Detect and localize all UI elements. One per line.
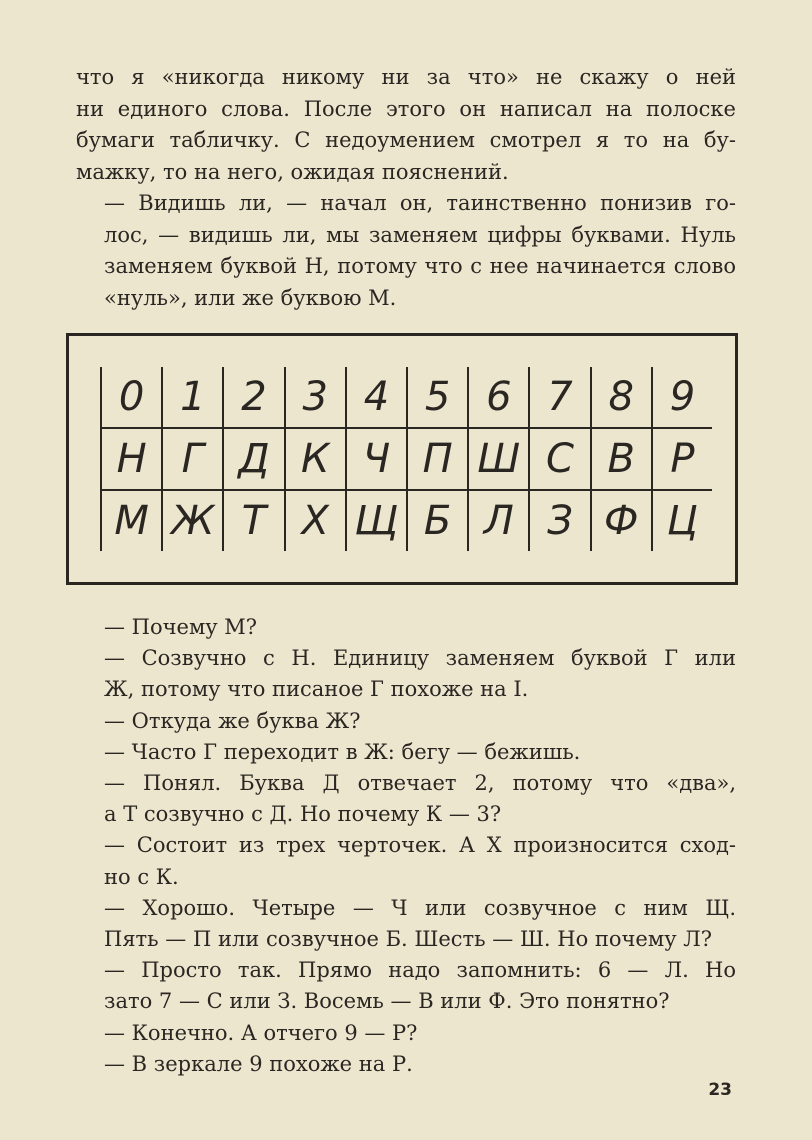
text-line: — Состоит из трех черточек. А Х произносится сход-: [104, 833, 736, 858]
digit-cell: 3: [285, 367, 346, 428]
digit-cell: 0: [101, 367, 162, 428]
digit-cell: 8: [591, 367, 652, 428]
letter-cell: Б: [407, 490, 468, 551]
paragraph: [76, 955, 736, 1017]
paragraph: [76, 737, 736, 768]
text-line: заменяем буквой Н, потому что с нее начинается слово: [104, 254, 736, 278]
paragraph: [76, 893, 736, 955]
digit-cell: 2: [223, 367, 284, 428]
letter-cell: Ц: [652, 490, 712, 551]
text-line: а Т созвучно с Д. Но почему К — 3?: [104, 802, 502, 827]
text-line: — Конечно. А отчего 9 — Р?: [104, 1020, 418, 1045]
digit-cell: 5: [407, 367, 468, 428]
text-line: что я «никогда никому ни за что» не скажу о ней: [76, 65, 736, 89]
digit-cell: 6: [468, 367, 529, 428]
paragraph: [76, 706, 736, 737]
text-line: Пять — П или созвучное Б. Шесть — Ш. Но почему Л?: [104, 927, 713, 952]
cipher-table: [100, 367, 712, 551]
digit-cell: 7: [529, 367, 590, 428]
paragraph: [76, 830, 736, 892]
text-line: зато 7 — С или З. Восемь — В или Ф. Это понятно?: [104, 989, 670, 1014]
text-line: лос, — видишь ли, мы заменяем цифры буквами. Нуль: [104, 222, 736, 247]
text-line: — Хорошо. Четыре — Ч или созвучное с ним Щ.: [104, 895, 736, 920]
text-line: — Часто Г переходит в Ж: бегу — бежишь.: [104, 739, 581, 764]
letter-cell: Ж: [162, 490, 223, 551]
text-line: — Почему М?: [104, 615, 258, 639]
letter-cell: Л: [468, 490, 529, 551]
text-line: Ж, потому что писаное Г похоже на I.: [104, 677, 529, 702]
text-line: — Понял. Буква Д отвечает 2, потому что «два»,: [104, 771, 736, 796]
letter-cell: Х: [285, 490, 346, 551]
letter-cell: Щ: [346, 490, 407, 551]
letter-cell: Г: [162, 428, 223, 490]
letters-row-1: [101, 428, 712, 490]
text-line: бумаги табличку. С недоумением смотрел я то на бу-: [76, 128, 736, 152]
letter-cell: З: [529, 490, 590, 551]
paragraph: [76, 768, 736, 830]
text-line: «нуль», или же буквою М.: [104, 285, 397, 310]
letters-row-2: [101, 490, 712, 551]
letter-cell: Т: [223, 490, 284, 551]
paragraph: [76, 188, 736, 314]
letter-cell: Ш: [468, 428, 529, 490]
paragraph: [76, 62, 736, 188]
text-line: но с К.: [104, 864, 179, 889]
text-line: мажку, то на него, ожидая пояснений.: [76, 159, 509, 184]
paragraph: [76, 1049, 736, 1080]
text-line: ни единого слова. После этого он написал на полоске: [76, 96, 736, 121]
text-line: — В зеркале 9 похоже на Р.: [104, 1051, 413, 1076]
letter-cell: Р: [652, 428, 712, 490]
paragraph: [76, 643, 736, 705]
paragraph: [76, 612, 736, 643]
bottom-text: [76, 612, 736, 1080]
letter-cell: Ф: [591, 490, 652, 551]
letter-cell: Н: [101, 428, 162, 490]
text-line: — Просто так. Прямо надо запомнить: 6 — Л. Но: [104, 958, 736, 983]
letter-cell: П: [407, 428, 468, 490]
page-number: 23: [708, 1080, 732, 1100]
text-line: — Откуда же буква Ж?: [104, 708, 361, 733]
digit-cell: 4: [346, 367, 407, 428]
text-line: — Видишь ли, — начал он, таинственно понизив го-: [104, 191, 736, 215]
digit-cell: 9: [652, 367, 712, 428]
text-line: — Созвучно с Н. Единицу заменяем буквой Г или: [104, 646, 736, 671]
letter-cell: Ч: [346, 428, 407, 490]
digits-row: [101, 367, 712, 428]
letter-cell: Д: [223, 428, 284, 490]
paragraph: [76, 1018, 736, 1049]
letter-cell: В: [591, 428, 652, 490]
letter-cell: К: [285, 428, 346, 490]
letter-cell: М: [101, 490, 162, 551]
digit-cell: 1: [162, 367, 223, 428]
top-text: [76, 62, 736, 314]
letter-cell: С: [529, 428, 590, 490]
